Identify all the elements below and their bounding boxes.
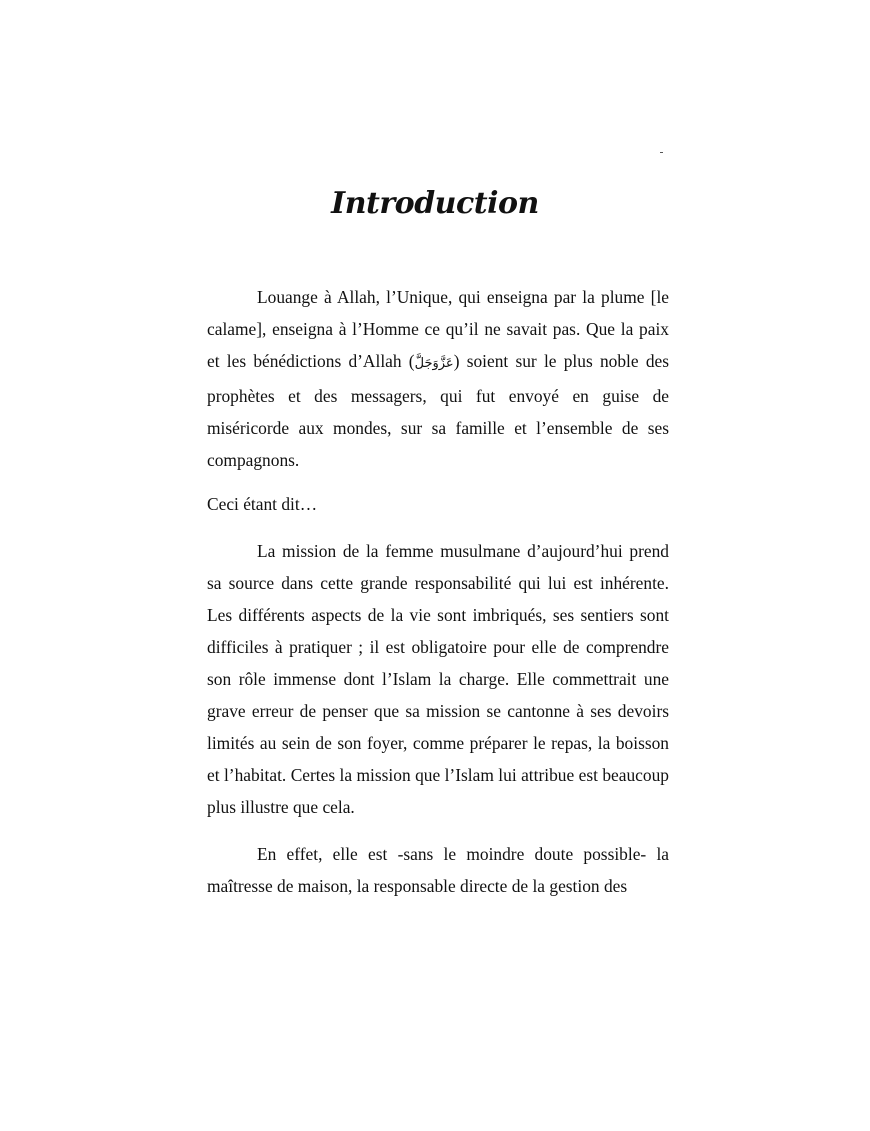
arabic-honorific: عَزَّوَجَلَّ [414,356,454,371]
paragraph-2: Ceci étant dit… [207,494,318,514]
paragraph-3: La mission de la femme musulmane d’aujourd’hui prend sa source dans cette grande responsabilité qui lui est inhérente. Les différents aspects de la vie sont imbriqués, ses sentiers sont difficiles à pratiquer ; il est obligatoire pour elle de comprendre son rôle immense dont l’Islam la charge. Elle commettrait une grave erreur de penser que sa mission se cantonne à ses devoirs limités au sein de son foyer, comme préparer le repas, la boisson et l’habitat. Certes la mission que l’Islam lui attribue est beaucoup plus illustre que cela. [207,541,669,817]
body-text [207,281,669,902]
paragraph-1 [207,281,669,476]
paragraph-1-text-end: ) soient sur le plus noble des prophètes et des messagers, qui fut envoyé en guise de miséricorde aux mondes, sur sa famille et l’ensemble de ses compagnons. [207,351,669,470]
paragraph-1-text-start: Louange à Allah, l’Unique, qui enseigna par la plume [le calame], enseigna à l’Homme ce qu’il ne savait pas. Que la paix et les bénédictions d’Allah ( [207,287,669,371]
page-title: Introduction [331,186,539,221]
paragraph-4: En effet, elle est -sans le moindre doute possible- la maîtresse de maison, la responsable directe de la gestion des [207,844,669,896]
page-mark [660,152,663,153]
